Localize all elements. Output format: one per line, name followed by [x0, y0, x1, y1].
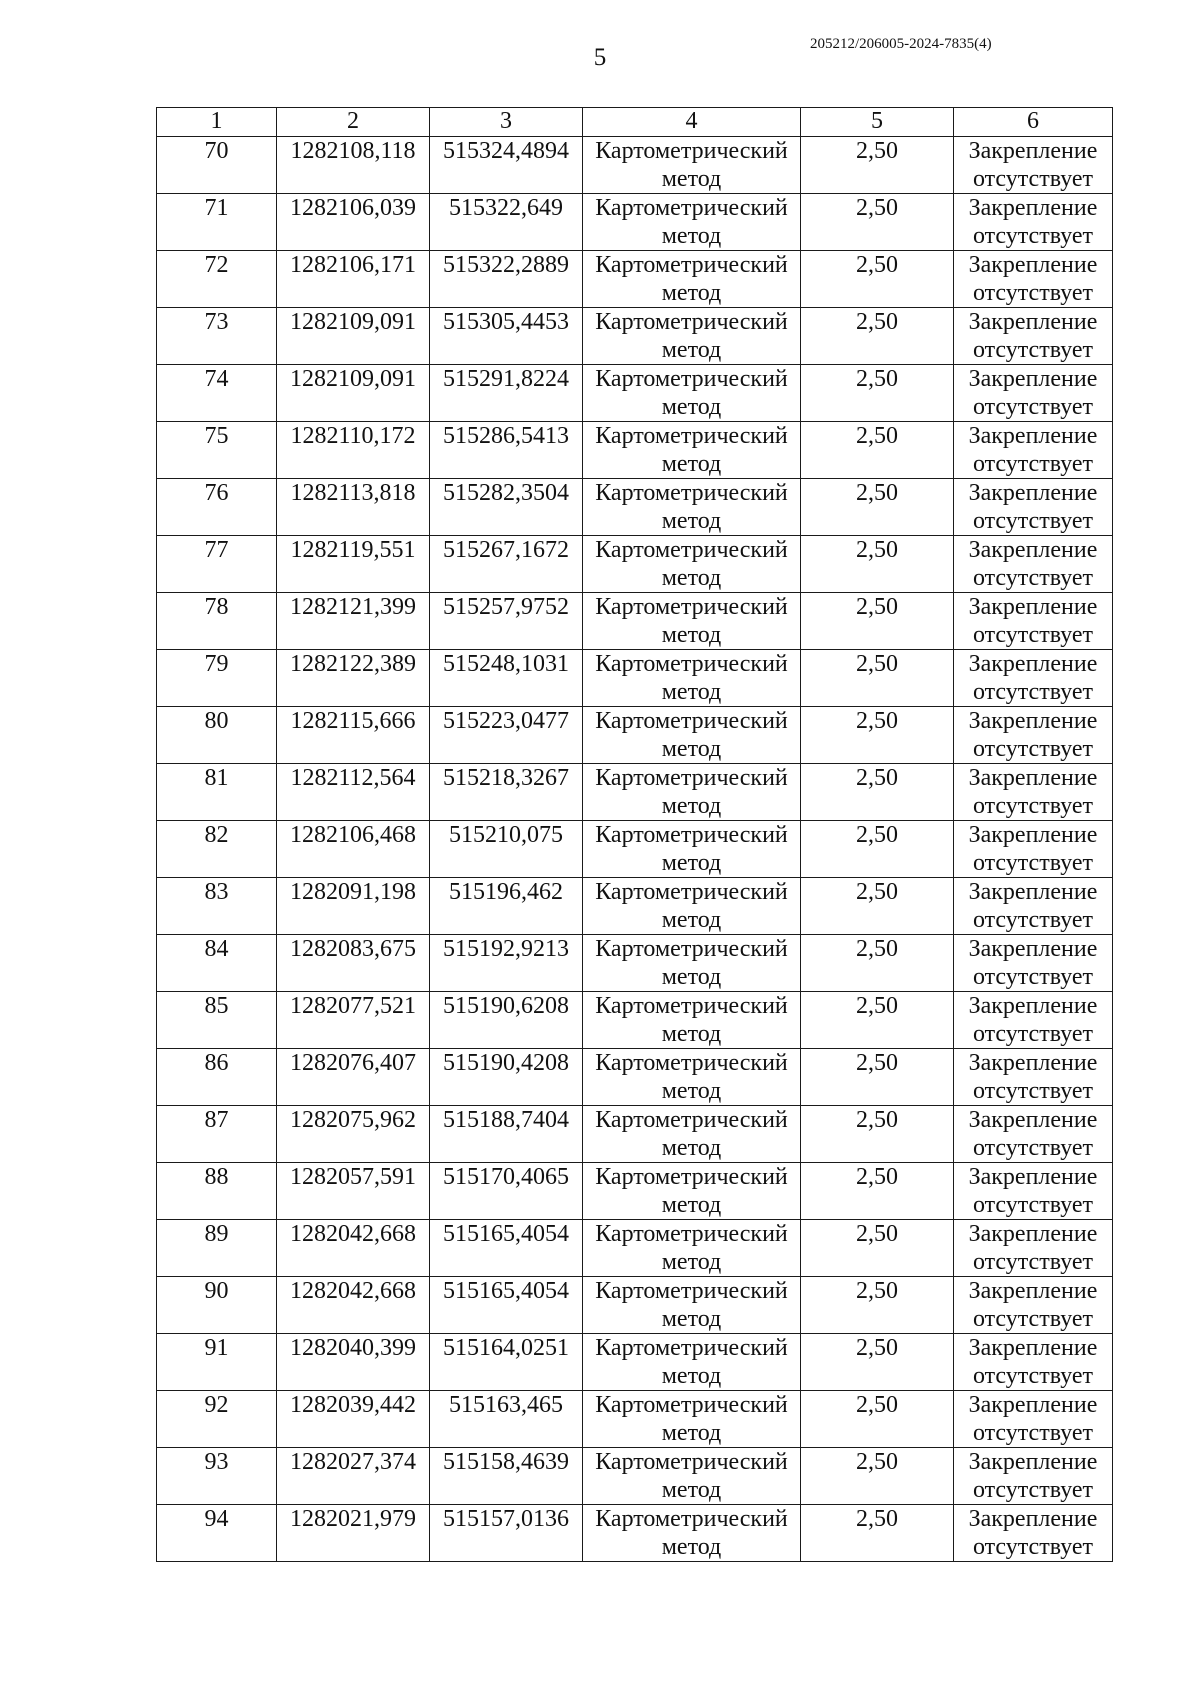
accuracy-cell: 2,50	[801, 365, 954, 422]
x-coordinate-cell: 1282077,521	[277, 992, 430, 1049]
header-cell: 1	[157, 108, 277, 137]
fixing-cell-line: Закрепление	[968, 822, 1098, 848]
accuracy-cell: 2,50	[801, 1391, 954, 1448]
y-coordinate-cell: 515248,1031	[430, 650, 583, 707]
method-cell-line: Картометрический	[595, 366, 788, 392]
accuracy-cell: 2,50	[801, 650, 954, 707]
x-coordinate-cell: 1282021,979	[277, 1505, 430, 1562]
fixing-cell-line: отсутствует	[972, 508, 1094, 534]
accuracy-cell: 2,50	[801, 1106, 954, 1163]
table-row	[157, 1163, 1113, 1220]
method-cell-line: метод	[661, 1249, 722, 1275]
method-cell-line: метод	[661, 907, 722, 933]
method-cell-line: Картометрический	[595, 1449, 788, 1475]
method-cell	[583, 1505, 801, 1562]
point-number-cell: 82	[157, 821, 277, 878]
header-cell: 3	[430, 108, 583, 137]
method-cell-line: Картометрический	[595, 252, 788, 278]
fixing-cell-line: отсутствует	[972, 1021, 1094, 1047]
method-cell-line: Картометрический	[595, 708, 788, 734]
accuracy-cell: 2,50	[801, 821, 954, 878]
x-coordinate-cell: 1282109,091	[277, 365, 430, 422]
method-cell	[583, 1277, 801, 1334]
method-cell-line: Картометрический	[595, 1050, 788, 1076]
header-cell: 2	[277, 108, 430, 137]
fixing-cell-line: отсутствует	[972, 1078, 1094, 1104]
point-number-cell: 88	[157, 1163, 277, 1220]
table-row	[157, 1220, 1113, 1277]
y-coordinate-cell: 515257,9752	[430, 593, 583, 650]
method-cell	[583, 593, 801, 650]
table-row	[157, 536, 1113, 593]
method-cell-line: метод	[661, 679, 722, 705]
fixing-cell	[954, 821, 1113, 878]
method-cell-line: метод	[661, 1477, 722, 1503]
table-row	[157, 1277, 1113, 1334]
header-cell: 4	[583, 108, 801, 137]
fixing-cell	[954, 878, 1113, 935]
accuracy-cell: 2,50	[801, 878, 954, 935]
point-number-cell: 91	[157, 1334, 277, 1391]
point-number-cell: 76	[157, 479, 277, 536]
fixing-cell	[954, 992, 1113, 1049]
table-body	[157, 108, 1113, 1562]
fixing-cell	[954, 1277, 1113, 1334]
point-number-cell: 80	[157, 707, 277, 764]
fixing-cell	[954, 707, 1113, 764]
x-coordinate-cell: 1282106,171	[277, 251, 430, 308]
method-cell-line: Картометрический	[595, 993, 788, 1019]
method-cell-line: Картометрический	[595, 195, 788, 221]
x-coordinate-cell: 1282119,551	[277, 536, 430, 593]
page-number: 5	[593, 44, 607, 71]
y-coordinate-cell: 515267,1672	[430, 536, 583, 593]
fixing-cell-line: отсутствует	[972, 793, 1094, 819]
fixing-cell-line: Закрепление	[968, 423, 1098, 449]
table-row	[157, 1106, 1113, 1163]
method-cell-line: Картометрический	[595, 1107, 788, 1133]
method-cell-line: метод	[661, 1363, 722, 1389]
table-header-row	[157, 108, 1113, 137]
point-number-cell: 79	[157, 650, 277, 707]
header-cell: 6	[954, 108, 1113, 137]
fixing-cell-line: отсутствует	[972, 679, 1094, 705]
method-cell	[583, 650, 801, 707]
fixing-cell-line: отсутствует	[972, 1306, 1094, 1332]
point-number-cell: 71	[157, 194, 277, 251]
fixing-cell	[954, 308, 1113, 365]
fixing-cell-line: отсутствует	[972, 1477, 1094, 1503]
document-id: 205212/206005-2024-7835(4)	[810, 36, 992, 52]
fixing-cell-line: отсутствует	[972, 964, 1094, 990]
y-coordinate-cell: 515322,649	[430, 194, 583, 251]
x-coordinate-cell: 1282106,039	[277, 194, 430, 251]
table-row	[157, 593, 1113, 650]
method-cell-line: метод	[661, 508, 722, 534]
fixing-cell-line: отсутствует	[972, 1249, 1094, 1275]
y-coordinate-cell: 515190,6208	[430, 992, 583, 1049]
accuracy-cell: 2,50	[801, 1277, 954, 1334]
y-coordinate-cell: 515322,2889	[430, 251, 583, 308]
y-coordinate-cell: 515291,8224	[430, 365, 583, 422]
table-row	[157, 1391, 1113, 1448]
fixing-cell	[954, 764, 1113, 821]
method-cell-line: метод	[661, 280, 722, 306]
fixing-cell-line: отсутствует	[972, 565, 1094, 591]
table-row	[157, 1049, 1113, 1106]
fixing-cell	[954, 1391, 1113, 1448]
y-coordinate-cell: 515282,3504	[430, 479, 583, 536]
fixing-cell	[954, 1220, 1113, 1277]
method-cell-line: метод	[661, 394, 722, 420]
method-cell	[583, 365, 801, 422]
accuracy-cell: 2,50	[801, 422, 954, 479]
accuracy-cell: 2,50	[801, 707, 954, 764]
method-cell	[583, 1220, 801, 1277]
method-cell	[583, 308, 801, 365]
method-cell-line: метод	[661, 736, 722, 762]
fixing-cell-line: Закрепление	[968, 1506, 1098, 1532]
accuracy-cell: 2,50	[801, 992, 954, 1049]
fixing-cell-line: отсутствует	[972, 1420, 1094, 1446]
x-coordinate-cell: 1282039,442	[277, 1391, 430, 1448]
y-coordinate-cell: 515210,075	[430, 821, 583, 878]
method-cell	[583, 251, 801, 308]
method-cell-line: метод	[661, 622, 722, 648]
method-cell-line: метод	[661, 223, 722, 249]
x-coordinate-cell: 1282109,091	[277, 308, 430, 365]
accuracy-cell: 2,50	[801, 137, 954, 194]
x-coordinate-cell: 1282076,407	[277, 1049, 430, 1106]
accuracy-cell: 2,50	[801, 1049, 954, 1106]
x-coordinate-cell: 1282027,374	[277, 1448, 430, 1505]
method-cell-line: Картометрический	[595, 423, 788, 449]
method-cell-line: метод	[661, 1420, 722, 1446]
point-number-cell: 73	[157, 308, 277, 365]
table-row	[157, 194, 1113, 251]
x-coordinate-cell: 1282042,668	[277, 1220, 430, 1277]
fixing-cell-line: Закрепление	[968, 138, 1098, 164]
fixing-cell	[954, 1163, 1113, 1220]
fixing-cell-line: Закрепление	[968, 879, 1098, 905]
fixing-cell	[954, 137, 1113, 194]
coordinates-table	[156, 107, 1113, 1562]
x-coordinate-cell: 1282091,198	[277, 878, 430, 935]
point-number-cell: 75	[157, 422, 277, 479]
x-coordinate-cell: 1282083,675	[277, 935, 430, 992]
fixing-cell-line: Закрепление	[968, 1335, 1098, 1361]
fixing-cell-line: Закрепление	[968, 309, 1098, 335]
y-coordinate-cell: 515223,0477	[430, 707, 583, 764]
method-cell-line: метод	[661, 850, 722, 876]
method-cell	[583, 821, 801, 878]
x-coordinate-cell: 1282122,389	[277, 650, 430, 707]
accuracy-cell: 2,50	[801, 1334, 954, 1391]
fixing-cell-line: Закрепление	[968, 1449, 1098, 1475]
point-number-cell: 72	[157, 251, 277, 308]
method-cell	[583, 1106, 801, 1163]
accuracy-cell: 2,50	[801, 1220, 954, 1277]
point-number-cell: 74	[157, 365, 277, 422]
method-cell	[583, 422, 801, 479]
accuracy-cell: 2,50	[801, 593, 954, 650]
method-cell	[583, 707, 801, 764]
fixing-cell	[954, 935, 1113, 992]
method-cell-line: Картометрический	[595, 651, 788, 677]
y-coordinate-cell: 515164,0251	[430, 1334, 583, 1391]
fixing-cell-line: Закрепление	[968, 1050, 1098, 1076]
fixing-cell-line: Закрепление	[968, 1164, 1098, 1190]
method-cell-line: Картометрический	[595, 1221, 788, 1247]
point-number-cell: 87	[157, 1106, 277, 1163]
accuracy-cell: 2,50	[801, 764, 954, 821]
method-cell-line: метод	[661, 793, 722, 819]
method-cell-line: Картометрический	[595, 537, 788, 563]
y-coordinate-cell: 515196,462	[430, 878, 583, 935]
method-cell	[583, 1334, 801, 1391]
accuracy-cell: 2,50	[801, 1163, 954, 1220]
x-coordinate-cell: 1282115,666	[277, 707, 430, 764]
table-row	[157, 422, 1113, 479]
fixing-cell	[954, 194, 1113, 251]
fixing-cell-line: отсутствует	[972, 1135, 1094, 1161]
fixing-cell	[954, 1106, 1113, 1163]
y-coordinate-cell: 515190,4208	[430, 1049, 583, 1106]
method-cell-line: Картометрический	[595, 879, 788, 905]
method-cell-line: Картометрический	[595, 1278, 788, 1304]
fixing-cell	[954, 1334, 1113, 1391]
fixing-cell-line: отсутствует	[972, 223, 1094, 249]
fixing-cell-line: отсутствует	[972, 736, 1094, 762]
fixing-cell	[954, 1505, 1113, 1562]
fixing-cell	[954, 536, 1113, 593]
x-coordinate-cell: 1282042,668	[277, 1277, 430, 1334]
method-cell	[583, 479, 801, 536]
point-number-cell: 90	[157, 1277, 277, 1334]
fixing-cell	[954, 650, 1113, 707]
fixing-cell-line: Закрепление	[968, 252, 1098, 278]
fixing-cell-line: отсутствует	[972, 1363, 1094, 1389]
point-number-cell: 78	[157, 593, 277, 650]
x-coordinate-cell: 1282106,468	[277, 821, 430, 878]
x-coordinate-cell: 1282112,564	[277, 764, 430, 821]
y-coordinate-cell: 515165,4054	[430, 1220, 583, 1277]
point-number-cell: 93	[157, 1448, 277, 1505]
fixing-cell-line: Закрепление	[968, 651, 1098, 677]
fixing-cell	[954, 593, 1113, 650]
fixing-cell-line: отсутствует	[972, 907, 1094, 933]
fixing-cell-line: Закрепление	[968, 1107, 1098, 1133]
method-cell	[583, 764, 801, 821]
x-coordinate-cell: 1282113,818	[277, 479, 430, 536]
fixing-cell-line: отсутствует	[972, 280, 1094, 306]
fixing-cell-line: Закрепление	[968, 594, 1098, 620]
x-coordinate-cell: 1282040,399	[277, 1334, 430, 1391]
x-coordinate-cell: 1282110,172	[277, 422, 430, 479]
method-cell	[583, 935, 801, 992]
accuracy-cell: 2,50	[801, 1505, 954, 1562]
fixing-cell-line: Закрепление	[968, 1392, 1098, 1418]
table-row	[157, 365, 1113, 422]
method-cell-line: метод	[661, 964, 722, 990]
accuracy-cell: 2,50	[801, 308, 954, 365]
table-row	[157, 935, 1113, 992]
method-cell-line: Картометрический	[595, 594, 788, 620]
x-coordinate-cell: 1282075,962	[277, 1106, 430, 1163]
table-row	[157, 1448, 1113, 1505]
fixing-cell	[954, 251, 1113, 308]
fixing-cell-line: Закрепление	[968, 480, 1098, 506]
fixing-cell	[954, 479, 1113, 536]
table-row	[157, 650, 1113, 707]
method-cell-line: метод	[661, 166, 722, 192]
x-coordinate-cell: 1282121,399	[277, 593, 430, 650]
fixing-cell-line: Закрепление	[968, 765, 1098, 791]
fixing-cell-line: Закрепление	[968, 936, 1098, 962]
y-coordinate-cell: 515165,4054	[430, 1277, 583, 1334]
fixing-cell-line: отсутствует	[972, 622, 1094, 648]
table-row	[157, 1505, 1113, 1562]
point-number-cell: 81	[157, 764, 277, 821]
method-cell-line: Картометрический	[595, 1506, 788, 1532]
table-row	[157, 251, 1113, 308]
y-coordinate-cell: 515192,9213	[430, 935, 583, 992]
fixing-cell-line: Закрепление	[968, 366, 1098, 392]
table-row	[157, 878, 1113, 935]
table-row	[157, 479, 1113, 536]
fixing-cell-line: отсутствует	[972, 1534, 1094, 1560]
fixing-cell	[954, 1448, 1113, 1505]
method-cell-line: метод	[661, 1534, 722, 1560]
table-row	[157, 308, 1113, 365]
point-number-cell: 89	[157, 1220, 277, 1277]
method-cell	[583, 1391, 801, 1448]
fixing-cell-line: Закрепление	[968, 537, 1098, 563]
method-cell-line: метод	[661, 1021, 722, 1047]
method-cell-line: Картометрический	[595, 309, 788, 335]
method-cell-line: метод	[661, 1078, 722, 1104]
fixing-cell-line: отсутствует	[972, 451, 1094, 477]
y-coordinate-cell: 515324,4894	[430, 137, 583, 194]
method-cell	[583, 194, 801, 251]
method-cell-line: метод	[661, 337, 722, 363]
fixing-cell-line: отсутствует	[972, 337, 1094, 363]
method-cell-line: Картометрический	[595, 822, 788, 848]
y-coordinate-cell: 515163,465	[430, 1391, 583, 1448]
method-cell-line: метод	[661, 565, 722, 591]
method-cell-line: Картометрический	[595, 1164, 788, 1190]
fixing-cell-line: отсутствует	[972, 850, 1094, 876]
x-coordinate-cell: 1282108,118	[277, 137, 430, 194]
point-number-cell: 92	[157, 1391, 277, 1448]
method-cell-line: метод	[661, 1306, 722, 1332]
y-coordinate-cell: 515157,0136	[430, 1505, 583, 1562]
accuracy-cell: 2,50	[801, 1448, 954, 1505]
method-cell-line: Картометрический	[595, 1335, 788, 1361]
table-row	[157, 137, 1113, 194]
y-coordinate-cell: 515188,7404	[430, 1106, 583, 1163]
method-cell-line: Картометрический	[595, 765, 788, 791]
y-coordinate-cell: 515218,3267	[430, 764, 583, 821]
method-cell	[583, 992, 801, 1049]
point-number-cell: 84	[157, 935, 277, 992]
accuracy-cell: 2,50	[801, 479, 954, 536]
table-row	[157, 992, 1113, 1049]
point-number-cell: 83	[157, 878, 277, 935]
method-cell-line: Картометрический	[595, 936, 788, 962]
y-coordinate-cell: 515158,4639	[430, 1448, 583, 1505]
method-cell	[583, 1448, 801, 1505]
table-row	[157, 707, 1113, 764]
accuracy-cell: 2,50	[801, 251, 954, 308]
accuracy-cell: 2,50	[801, 536, 954, 593]
table-row	[157, 821, 1113, 878]
method-cell-line: метод	[661, 451, 722, 477]
fixing-cell	[954, 422, 1113, 479]
method-cell	[583, 137, 801, 194]
fixing-cell	[954, 365, 1113, 422]
fixing-cell-line: Закрепление	[968, 1221, 1098, 1247]
method-cell	[583, 1049, 801, 1106]
point-number-cell: 86	[157, 1049, 277, 1106]
x-coordinate-cell: 1282057,591	[277, 1163, 430, 1220]
method-cell-line: метод	[661, 1135, 722, 1161]
header-cell: 5	[801, 108, 954, 137]
y-coordinate-cell: 515170,4065	[430, 1163, 583, 1220]
point-number-cell: 85	[157, 992, 277, 1049]
fixing-cell-line: отсутствует	[972, 166, 1094, 192]
method-cell-line: метод	[661, 1192, 722, 1218]
point-number-cell: 70	[157, 137, 277, 194]
method-cell-line: Картометрический	[595, 480, 788, 506]
method-cell	[583, 1163, 801, 1220]
fixing-cell-line: Закрепление	[968, 195, 1098, 221]
accuracy-cell: 2,50	[801, 935, 954, 992]
y-coordinate-cell: 515286,5413	[430, 422, 583, 479]
fixing-cell-line: Закрепление	[968, 1278, 1098, 1304]
point-number-cell: 77	[157, 536, 277, 593]
method-cell	[583, 878, 801, 935]
fixing-cell-line: Закрепление	[968, 993, 1098, 1019]
table-row	[157, 764, 1113, 821]
method-cell	[583, 536, 801, 593]
table-row	[157, 1334, 1113, 1391]
method-cell-line: Картометрический	[595, 1392, 788, 1418]
y-coordinate-cell: 515305,4453	[430, 308, 583, 365]
fixing-cell-line: отсутствует	[972, 394, 1094, 420]
method-cell-line: Картометрический	[595, 138, 788, 164]
accuracy-cell: 2,50	[801, 194, 954, 251]
point-number-cell: 94	[157, 1505, 277, 1562]
fixing-cell-line: отсутствует	[972, 1192, 1094, 1218]
fixing-cell-line: Закрепление	[968, 708, 1098, 734]
fixing-cell	[954, 1049, 1113, 1106]
